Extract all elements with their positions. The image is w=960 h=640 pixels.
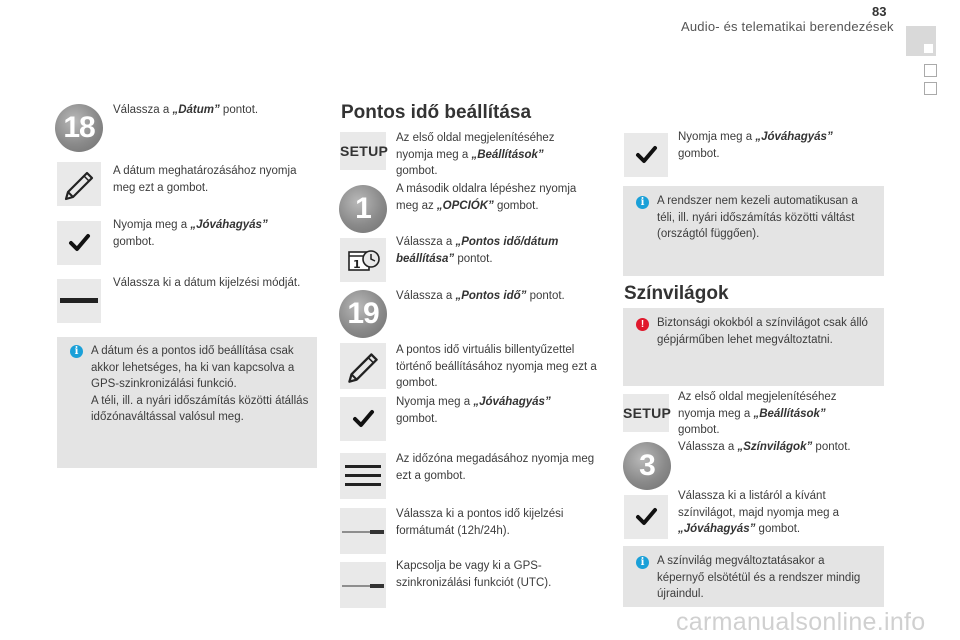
page-number: 83 bbox=[872, 4, 887, 19]
section-tab-active-marker bbox=[924, 44, 933, 53]
info-text: A dátum és a pontos idő beállítása csak akkor lehetséges, ha ki van kapcsolva a GPS-szinkronizálási funkció. A téli, ill. a nyári időszámítás közötti átállás időzónaváltással valósul meg. bbox=[91, 345, 309, 423]
instruction-text: Az első oldal megjelenítéséhez nyomja meg a „Beállítások” gombot. bbox=[678, 391, 837, 436]
step-number-badge: 18 bbox=[55, 104, 103, 152]
toggle-slider-icon bbox=[340, 508, 386, 554]
step-number-badge: 3 bbox=[623, 442, 671, 490]
instruction-text: Válassza a „Pontos idő/dátum beállítása” pontot. bbox=[396, 236, 559, 265]
toggle-slider-icon bbox=[340, 562, 386, 608]
instruction-text: Kapcsolja be vagy ki a GPS-szinkronizálási funkciót (UTC). bbox=[396, 560, 552, 589]
time-format-toggle[interactable] bbox=[340, 508, 386, 554]
checkmark-icon bbox=[57, 221, 101, 265]
info-icon: i bbox=[70, 345, 83, 358]
instruction-text: Nyomja meg a „Jóváhagyás” gombot. bbox=[678, 131, 833, 160]
calendar-clock-icon bbox=[340, 238, 386, 282]
step-number-badge: 1 bbox=[339, 185, 387, 233]
watermark: carmanualsonline.info bbox=[676, 608, 926, 636]
confirm-button[interactable] bbox=[57, 221, 101, 265]
section-heading: Pontos idő beállítása bbox=[341, 102, 532, 123]
checkmark-icon bbox=[624, 133, 668, 177]
format-slider-button[interactable] bbox=[57, 279, 101, 323]
edit-button[interactable] bbox=[340, 343, 386, 389]
checkmark-icon bbox=[340, 397, 386, 441]
gps-sync-toggle[interactable] bbox=[340, 562, 386, 608]
instruction-text: Válassza ki a dátum kijelzési módját. bbox=[113, 277, 301, 289]
info-text: A rendszer nem kezeli automatikusan a téli, ill. nyári időszámítás közötti váltást (országtól függően). bbox=[657, 195, 858, 240]
confirm-button[interactable] bbox=[624, 133, 668, 177]
instruction-text: Válassza ki a listáról a kívánt színvilágot, majd nyomja meg a „Jóváhagyás” gombot. bbox=[678, 490, 840, 535]
info-icon: i bbox=[636, 196, 649, 209]
display-format-icon bbox=[57, 279, 101, 323]
checkmark-icon bbox=[624, 495, 668, 539]
instruction-text: A pontos idő virtuális billentyűzettel történő beállításához nyomja meg ezt a gombot. bbox=[396, 344, 597, 389]
warning-icon: ! bbox=[636, 318, 649, 331]
confirm-button[interactable] bbox=[624, 495, 668, 539]
page-side-margin bbox=[908, 0, 960, 640]
instruction-text: Válassza a „Pontos idő” pontot. bbox=[396, 290, 565, 302]
instruction-text: A második oldalra lépéshez nyomja meg az „OPCIÓK” gombot. bbox=[396, 183, 577, 212]
section-heading: Színvilágok bbox=[624, 283, 729, 304]
info-text: A színvilág megváltoztatásakor a képernyő elsötétül és a rendszer mindig újraindul. bbox=[657, 555, 861, 600]
timezone-list-button[interactable] bbox=[340, 453, 386, 499]
section-tab[interactable] bbox=[924, 64, 937, 77]
info-icon: i bbox=[636, 556, 649, 569]
time-date-settings-button[interactable] bbox=[340, 238, 386, 282]
instruction-text: Nyomja meg a „Jóváhagyás” gombot. bbox=[396, 396, 551, 425]
section-tab[interactable] bbox=[924, 82, 937, 95]
setup-button[interactable]: SETUP bbox=[623, 394, 669, 432]
svg-text:1: 1 bbox=[353, 258, 361, 271]
section-title: Audio- és telematikai berendezések bbox=[681, 19, 894, 34]
instruction-text: Válassza a „Színvilágok” pontot. bbox=[678, 441, 851, 453]
instruction-text: Az első oldal megjelenítéséhez nyomja meg a „Beállítások” gombot. bbox=[396, 132, 555, 177]
edit-button[interactable] bbox=[57, 162, 101, 206]
setup-button[interactable]: SETUP bbox=[340, 132, 386, 170]
step-number-badge: 19 bbox=[339, 290, 387, 338]
instruction-text: Válassza a „Dátum” pontot. bbox=[113, 104, 259, 116]
pencil-icon bbox=[340, 343, 386, 389]
instruction-text: Válassza ki a pontos idő kijelzési formátumát (12h/24h). bbox=[396, 508, 564, 537]
confirm-button[interactable] bbox=[340, 397, 386, 441]
instruction-text: Nyomja meg a „Jóváhagyás” gombot. bbox=[113, 219, 268, 248]
instruction-text: Az időzóna megadásához nyomja meg ezt a gombot. bbox=[396, 453, 595, 482]
pencil-icon bbox=[57, 162, 101, 206]
list-menu-icon bbox=[340, 453, 386, 499]
instruction-text: A dátum meghatározásához nyomja meg ezt a gombot. bbox=[113, 165, 297, 194]
warning-text: Biztonsági okokból a színvilágot csak álló gépjárműben lehet megváltoztatni. bbox=[657, 317, 868, 346]
